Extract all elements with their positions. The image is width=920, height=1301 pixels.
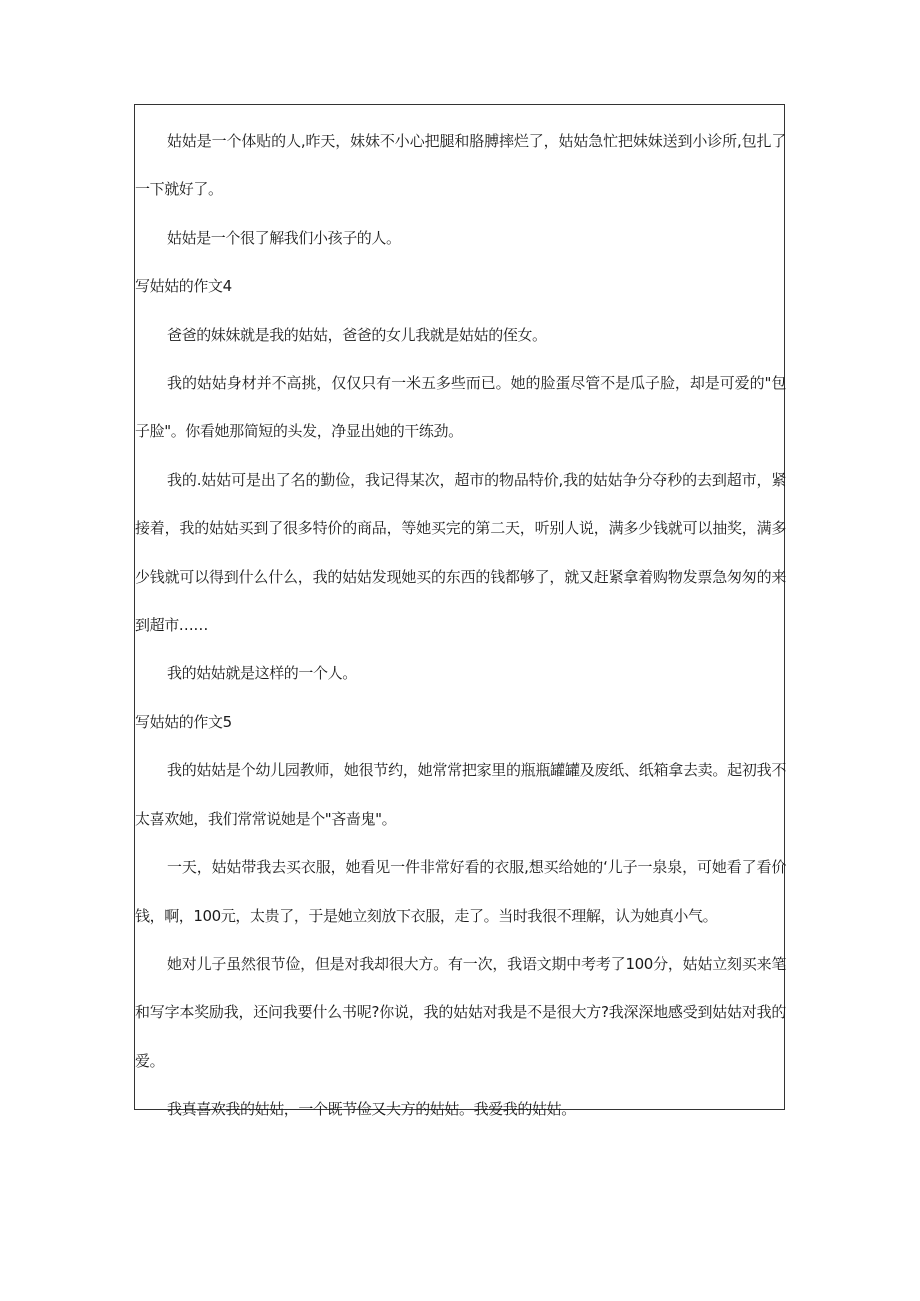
document-frame [134,104,786,1119]
paragraph: 姑姑是一个很了解我们小孩子的人。 [167,228,401,247]
section-heading: 写姑姑的作文5 [135,712,232,731]
paragraph: 她对儿子虽然很节俭，但是对我却很大方。有一次，我语文期中考考了100分，姑姑立刻买来笔和写字本奖励我，还问我要什么书呢?你说，我的姑姑对我是不是很大方?我深深地感受到姑姑对我的爱。 [135,954,786,1070]
paragraph: 我的姑姑身材并不高挑，仅仅只有一米五多些而已。她的脸蛋尽管不是瓜子脸，却是可爱的"包子脸"。你看她那简短的头发，净显出她的干练劲。 [135,374,786,441]
paragraph: 我的姑姑是个幼儿园教师，她很节约，她常常把家里的瓶瓶罐罐及废纸、纸箱拿去卖。起初我不太喜欢她，我们常常说她是个"吝啬鬼"。 [135,761,786,828]
paragraph: 我的.姑姑可是出了名的勤俭，我记得某次，超市的物品特价,我的姑姑争分夺秒的去到超市，紧接着，我的姑姑买到了很多特价的商品，等她买完的第二天，听别人说，满多少钱就可以抽奖，满多少钱就可以得到什么什么，我的姑姑发现她买的东西的钱都够了，就又赶紧拿着购物发票急匆匆的来到超市…… [135,470,786,635]
paragraph: 姑姑是一个体贴的人,昨天，妹妹不小心把腿和胳膊摔烂了，姑姑急忙把妹妹送到小诊所,包扎了一下就好了。 [135,132,786,199]
section-heading: 写姑姑的作文4 [135,277,232,296]
document-body [135,105,786,1134]
paragraph: 我真喜欢我的姑姑，一个既节俭又大方的姑姑。我爱我的姑姑。 [167,1100,576,1119]
paragraph: 一天，姑姑带我去买衣服，她看见一件非常好看的衣服,想买给她的‘儿子一泉泉，可她看了看价钱，啊，100元，太贵了，于是她立刻放下衣服，走了。当时我很不理解，认为她真小气。 [135,858,786,925]
paragraph: 我的姑姑就是这样的一个人。 [167,664,357,683]
paragraph: 爸爸的妹妹就是我的姑姑，爸爸的女儿我就是姑姑的侄女。 [167,325,547,344]
